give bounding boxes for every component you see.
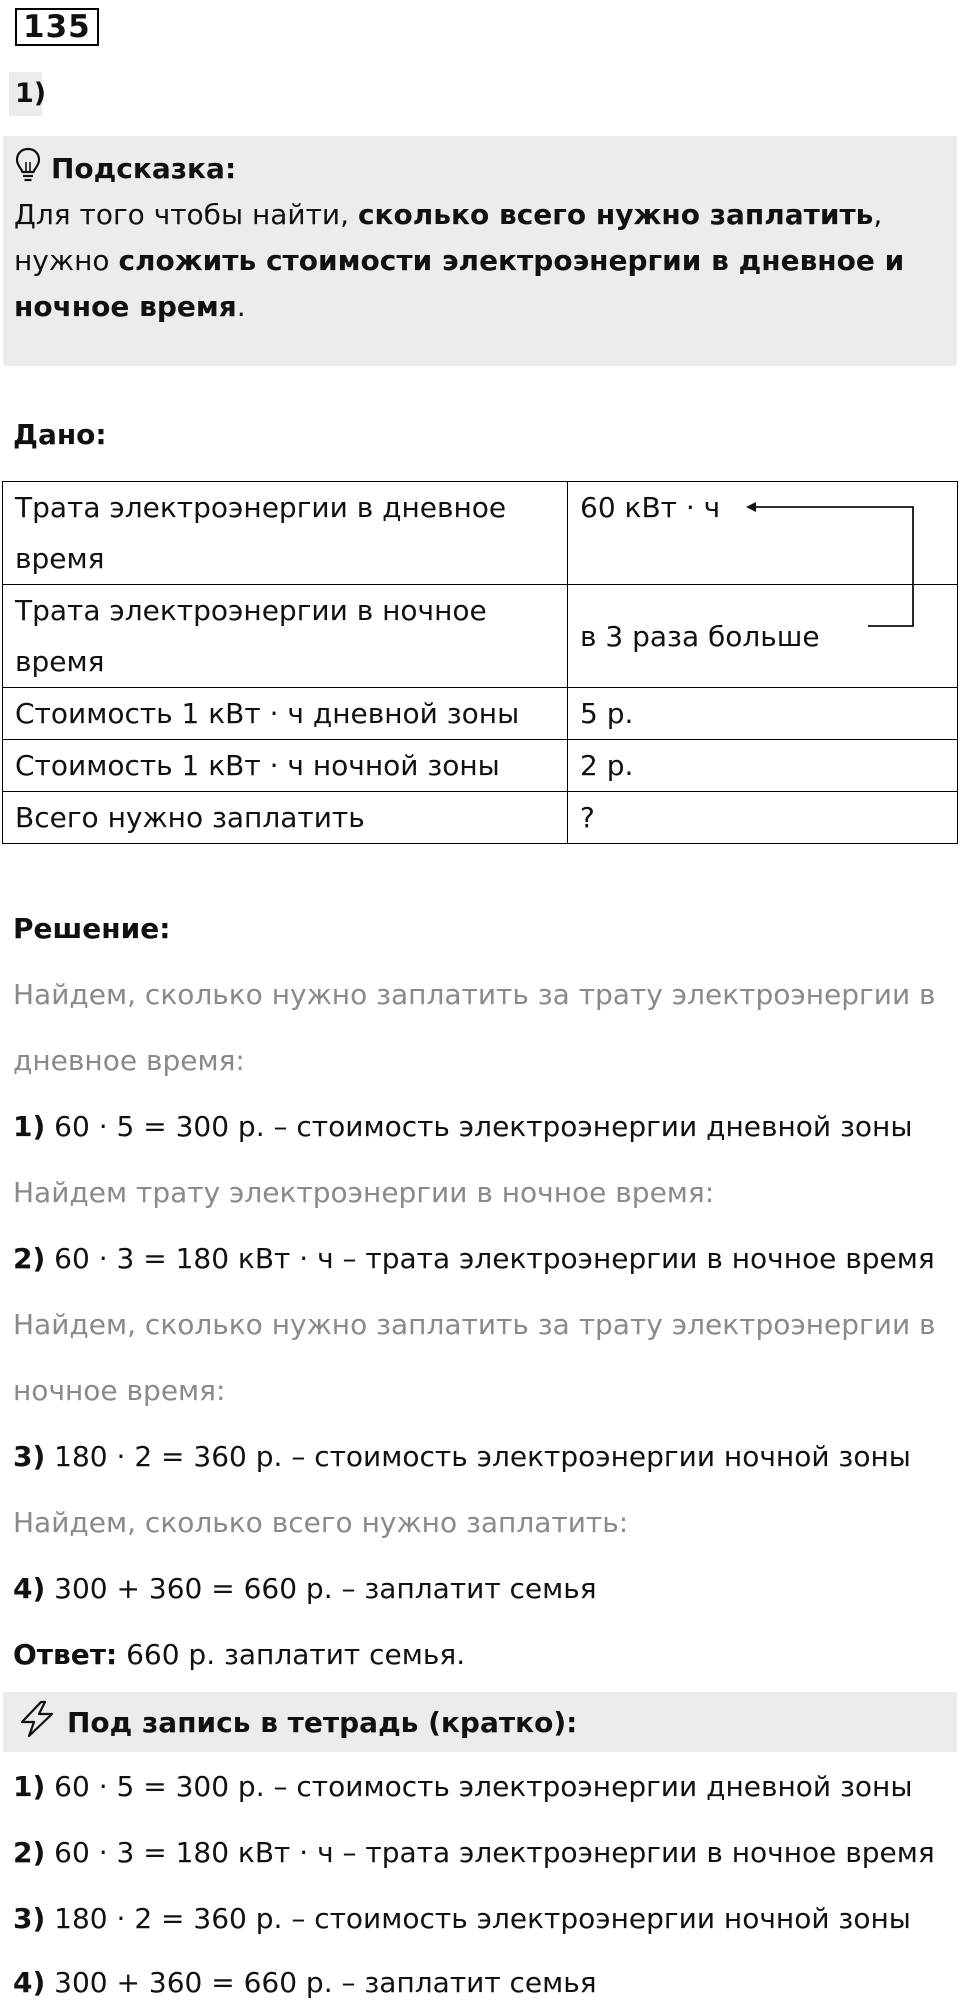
- step-number: 4): [13, 1966, 46, 1999]
- solution-comment: Найдем, сколько нужно заплатить за трату электроэнергии в: [13, 1308, 936, 1341]
- given-label-line: Трата электроэнергии в дневное: [15, 491, 507, 524]
- given-value: ?: [568, 792, 958, 844]
- hint-bold-part: ночное время: [14, 290, 237, 323]
- hint-bold-part: сложить стоимости электроэнергии в дневное и: [118, 244, 905, 277]
- hint-text-part: ,: [873, 198, 883, 231]
- brief-line: [13, 1836, 935, 1869]
- solution-comment: ночное время:: [13, 1374, 226, 1407]
- brief-panel: [3, 1692, 957, 1752]
- brief-line: [13, 1770, 912, 1803]
- solution-title: Решение:: [13, 912, 171, 945]
- step-number: 3): [13, 1902, 46, 1935]
- step-text: 180 · 2 = 360 р. – стоимость электроэнергии ночной зоны: [45, 1440, 911, 1473]
- given-value: 5 р.: [568, 688, 958, 740]
- hint-text-part: Для того чтобы найти,: [14, 198, 358, 231]
- given-label: Всего нужно заплатить: [3, 792, 568, 844]
- solution-step: [13, 1440, 911, 1473]
- step-number: 1): [13, 1110, 46, 1143]
- step-text: 60 · 3 = 180 кВт · ч – трата электроэнергии в ночное время: [45, 1242, 935, 1275]
- step-text: 60 · 5 = 300 р. – стоимость электроэнергии дневной зоны: [45, 1110, 913, 1143]
- given-value: 2 р.: [568, 740, 958, 792]
- table-row: [3, 792, 958, 844]
- hint-text: [14, 192, 944, 330]
- step-number: 2): [13, 1836, 46, 1869]
- solution-step: [13, 1242, 935, 1275]
- given-label: Стоимость 1 кВт · ч дневной зоны: [3, 688, 568, 740]
- given-label: [3, 482, 568, 585]
- solution-step: [13, 1572, 597, 1605]
- solution-comment: Найдем, сколько нужно заплатить за трату электроэнергии в: [13, 978, 936, 1011]
- given-label-line: Трата электроэнергии в ночное: [15, 594, 487, 627]
- brief-line: [13, 1902, 911, 1935]
- given-label-line: время: [15, 542, 105, 575]
- step-number: 3): [13, 1440, 46, 1473]
- lightbulb-icon: [15, 147, 51, 190]
- problem-number: 135: [15, 8, 99, 46]
- brief-header: [17, 1702, 577, 1742]
- table-row: [3, 688, 958, 740]
- solution-comment: Найдем, сколько всего нужно заплатить:: [13, 1506, 629, 1539]
- given-label: Стоимость 1 кВт · ч ночной зоны: [3, 740, 568, 792]
- solution-step: [13, 1110, 912, 1143]
- step-number: 2): [13, 1242, 46, 1275]
- solution-comment: дневное время:: [13, 1044, 245, 1077]
- given-label-line: время: [15, 645, 105, 678]
- brief-title: Под запись в тетрадь (кратко):: [67, 1705, 578, 1739]
- given-value: 60 кВт · ч: [568, 482, 958, 585]
- solution-comment: Найдем трату электроэнергии в ночное время:: [13, 1176, 715, 1209]
- answer-label: Ответ:: [13, 1638, 118, 1671]
- answer-text: 660 р. заплатит семья.: [117, 1638, 466, 1671]
- answer-line: [13, 1638, 465, 1671]
- brief-line: [13, 1966, 597, 1999]
- step-text: 60 · 3 = 180 кВт · ч – трата электроэнергии в ночное время: [45, 1836, 935, 1869]
- step-text: 60 · 5 = 300 р. – стоимость электроэнергии дневной зоны: [45, 1770, 913, 1803]
- hint-panel: [3, 136, 957, 366]
- step-number: 1): [13, 1770, 46, 1803]
- given-title: Дано:: [13, 418, 107, 451]
- given-value: в 3 раза больше: [568, 585, 958, 688]
- lightning-icon: [17, 1700, 67, 1745]
- hint-header: [15, 150, 236, 186]
- hint-title: Подсказка:: [51, 151, 237, 185]
- hint-text-part: нужно: [14, 244, 119, 277]
- given-label: [3, 585, 568, 688]
- hint-text-part: .: [236, 290, 246, 323]
- part-label: 1): [9, 72, 42, 116]
- hint-bold-part: сколько всего нужно заплатить: [357, 198, 874, 231]
- step-text: 300 + 360 = 660 р. – заплатит семья: [45, 1572, 597, 1605]
- step-text: 300 + 360 = 660 р. – заплатит семья: [45, 1966, 597, 1999]
- step-number: 4): [13, 1572, 46, 1605]
- step-text: 180 · 2 = 360 р. – стоимость электроэнергии ночной зоны: [45, 1902, 911, 1935]
- reference-arrow: [740, 496, 920, 636]
- table-row: [3, 740, 958, 792]
